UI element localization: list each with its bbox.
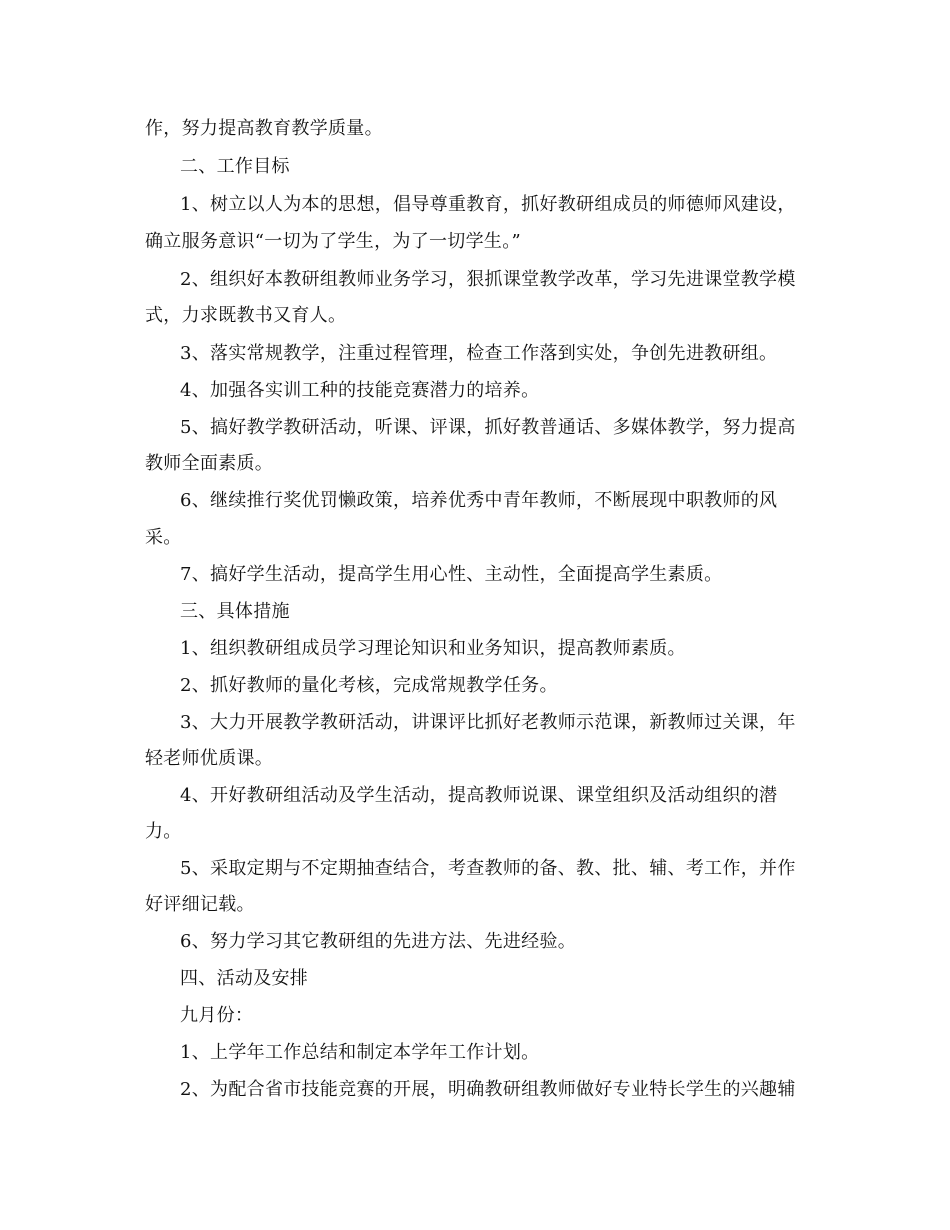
text-line: 1、组织教研组成员学习理论知识和业务知识，提高教师素质。 <box>180 638 686 659</box>
subheading: 九月份： <box>180 1005 254 1026</box>
text-line: 2、组织好本教研组教师业务学习，狠抓课堂教学改革，学习先进课堂教学模 <box>180 269 796 290</box>
text-line: 轻老师优质课。 <box>145 748 274 769</box>
text-line: 4、加强各实训工种的技能竞赛潜力的培养。 <box>180 380 540 401</box>
text-line: 采。 <box>145 527 182 548</box>
text-line: 1、上学年工作总结和制定本学年工作计划。 <box>180 1042 540 1063</box>
text-line: 式，力求既教书又育人。 <box>145 305 347 326</box>
text-line: 6、继续推行奖优罚懒政策，培养优秀中青年教师，不断展现中职教师的风 <box>180 490 778 511</box>
section-heading: 二、工作目标 <box>180 156 290 177</box>
text-line: 6、努力学习其它教研组的先进方法、先进经验。 <box>180 931 577 952</box>
text-line: 3、大力开展教学教研活动，讲课评比抓好老教师示范课，新教师过关课，年 <box>180 712 796 733</box>
section-heading: 三、具体措施 <box>180 601 290 622</box>
text-line: 1、树立以人为本的思想，倡导尊重教育，抓好教研组成员的师德师风建设， <box>180 194 796 215</box>
text-line: 确立服务意识“一切为了学生，为了一切学生。” <box>145 231 522 252</box>
section-heading: 四、活动及安排 <box>180 968 309 989</box>
text-line: 2、抓好教师的量化考核，完成常规教学任务。 <box>180 675 558 696</box>
text-line: 作，努力提高教育教学质量。 <box>145 118 383 139</box>
text-line: 7、搞好学生活动，提高学生用心性、主动性，全面提高学生素质。 <box>180 564 723 585</box>
text-line: 5、采取定期与不定期抽查结合，考查教师的备、教、批、辅、考工作，并作 <box>180 858 796 879</box>
text-line: 5、搞好教学教研活动，听课、评课，抓好教普通话、多媒体教学，努力提高 <box>180 417 796 438</box>
text-line: 好评细记载。 <box>145 894 255 915</box>
text-line: 3、落实常规教学，注重过程管理，检查工作落到实处，争创先进教研组。 <box>180 343 778 364</box>
text-line: 教师全面素质。 <box>145 453 274 474</box>
text-line: 4、开好教研组活动及学生活动，提高教师说课、课堂组织及活动组织的潜 <box>180 785 778 806</box>
text-line: 2、为配合省市技能竞赛的开展，明确教研组教师做好专业特长学生的兴趣辅 <box>180 1079 796 1100</box>
text-line: 力。 <box>145 821 182 842</box>
